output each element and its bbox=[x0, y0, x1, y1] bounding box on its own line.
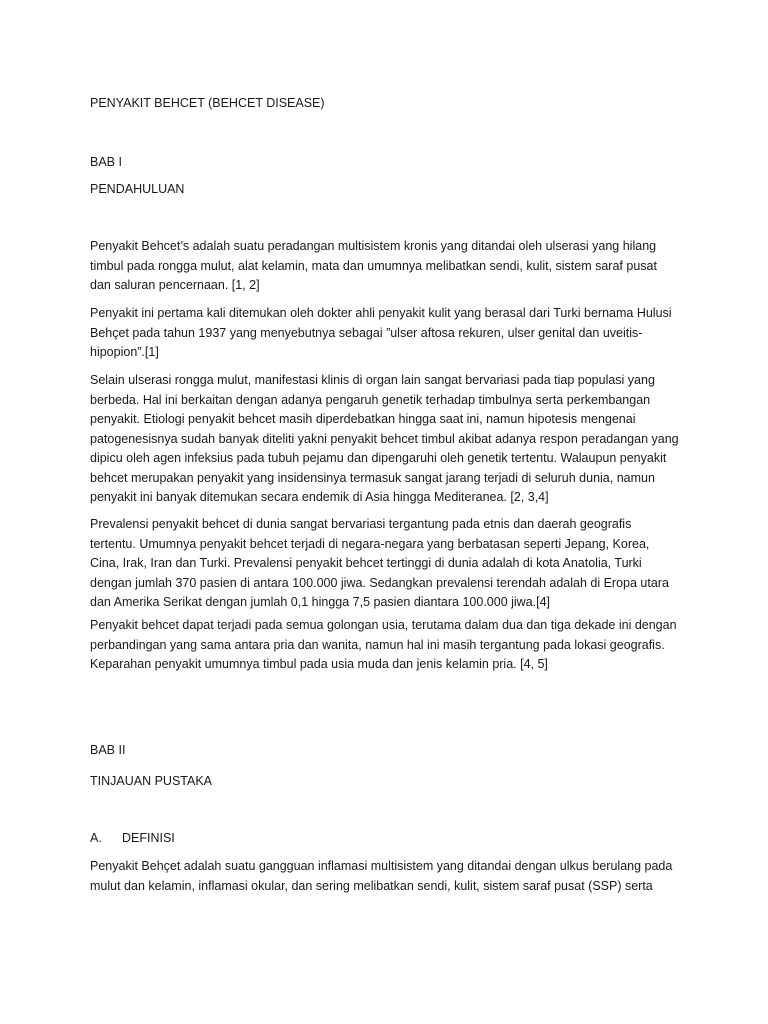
paragraph-5: Penyakit behcet dapat terjadi pada semua golongan usia, terutama dalam dua dan tiga dekade ini dengan perbandingan yang sama antara pria dan wanita, namun hal ini masih tergantung pada lokasi geografis. Keparahan penyakit umumnya timbul pada usia muda dan jenis kelamin pria. [4, 5] bbox=[90, 618, 677, 671]
section-a-number: A. bbox=[90, 831, 102, 845]
chapter-1-heading: PENDAHULUAN bbox=[90, 182, 185, 196]
definition-paragraph: Penyakit Behçet adalah suatu gangguan inflamasi multisistem yang ditandai dengan ulkus berulang pada mulut dan kelamin, inflamasi okular, dan sering melibatkan sendi, kulit, sistem saraf pusat (SSP) serta bbox=[90, 859, 673, 893]
section-a-title: DEFINISI bbox=[122, 831, 175, 845]
paragraph-1: Penyakit Behcet’s adalah suatu peradangan multisistem kronis yang ditandai oleh ulserasi yang hilang timbul pada rongga mulut, alat kelamin, mata dan umumnya melibatkan sendi, kulit, sistem saraf pusat dan saluran pencernaan. [1, 2] bbox=[90, 239, 657, 292]
chapter-2-heading: TINJAUAN PUSTAKA bbox=[90, 774, 213, 788]
paragraph-2: Penyakit ini pertama kali ditemukan oleh dokter ahli penyakit kulit yang berasal dari Turki bernama Hulusi Behçet pada tahun 1937 yang menyebutnya sebagai ”ulser aftosa rekuren, ulser genital dan uveitis-hipopion”.[1] bbox=[90, 306, 672, 359]
paragraph-4: Prevalensi penyakit behcet di dunia sangat bervariasi tergantung pada etnis dan daerah geografis tertentu. Umumnya penyakit behcet terjadi di negara-negara yang berbatasan seperti Jepang, Korea, Cina, Irak, Iran dan Turki. Prevalensi penyakit behcet tertinggi di dunia adalah di kota Anatolia, Turki dengan jumlah 370 pasien di antara 100.000 jiwa. Sedangkan prevalensi terendah adalah di Eropa utara dan Amerika Serikat dengan jumlah 0,1 hingga 7,5 pasien diantara 100.000 jiwa.[4] bbox=[90, 517, 669, 609]
chapter-1-label: BAB I bbox=[90, 155, 122, 169]
section-a-heading bbox=[90, 829, 175, 847]
chapter-2-label: BAB II bbox=[90, 743, 126, 757]
document-title: PENYAKIT BEHCET (BEHCET DISEASE) bbox=[90, 96, 325, 110]
paragraph-3: Selain ulserasi rongga mulut, manifestasi klinis di organ lain sangat bervariasi pada tiap populasi yang berbeda. Hal ini berkaitan dengan adanya pengaruh genetik terhadap timbulnya serta perkembangan penyakit. Etiologi penyakit behcet masih diperdebatkan hingga saat ini, namun hipotesis mengenai patogenesisnya sudah banyak diteliti yakni penyakit behcet timbul akibat adanya respon peradangan yang dipicu oleh agen infeksius pada tubuh pejamu dan dipengaruhi oleh genetik tertentu. Walaupun penyakit behcet merupakan penyakit yang insidensinya termasuk sangat jarang terjadi di seluruh dunia, namun penyakit ini banyak ditemukan secara endemik di Asia hingga Mediteranea. [2, 3,4] bbox=[90, 373, 679, 504]
